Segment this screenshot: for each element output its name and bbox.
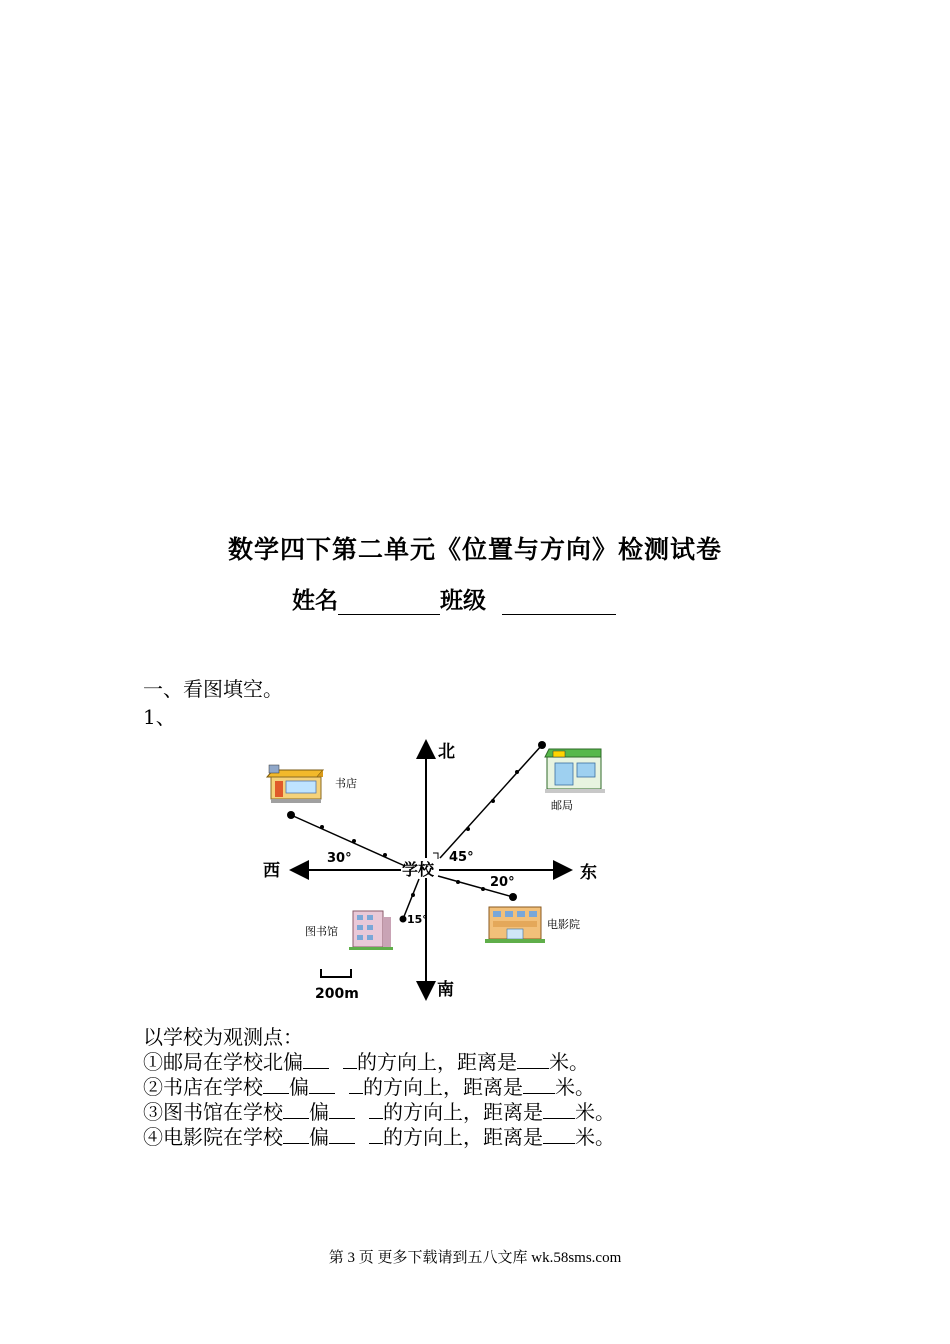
question-4-text-b: 的方向上，距离是 xyxy=(383,1125,543,1149)
question-4-text-a: 电影院在学校 xyxy=(163,1125,283,1149)
library-point xyxy=(400,916,407,923)
postoffice-ray xyxy=(440,745,542,858)
question-3-blank-3[interactable] xyxy=(369,1097,383,1119)
question-3-text-a: 图书馆在学校 xyxy=(163,1100,283,1124)
question-4-blank-1[interactable] xyxy=(283,1122,309,1144)
question-2-number: ② xyxy=(143,1075,163,1099)
bookstore-icon xyxy=(267,765,323,803)
question-3-text-mid: 偏 xyxy=(309,1100,329,1124)
intro-text: 以学校为观测点： xyxy=(143,1025,303,1049)
question-3-blank-1[interactable] xyxy=(283,1097,309,1119)
question-3-blank-2[interactable] xyxy=(329,1097,355,1119)
question-2-blank-2[interactable] xyxy=(309,1072,335,1094)
question-1-blank-1[interactable] xyxy=(303,1047,329,1069)
east-label: 东 xyxy=(580,863,597,883)
west-label: 西 xyxy=(263,861,280,881)
question-number: 1、 xyxy=(143,705,176,729)
south-label: 南 xyxy=(437,980,454,1000)
question-3-text-c: 米。 xyxy=(575,1100,615,1124)
cinema-label: 电影院 xyxy=(547,918,580,931)
question-3-blank-4[interactable] xyxy=(543,1097,575,1119)
question-2-text-mid: 偏 xyxy=(289,1075,309,1099)
name-class-row xyxy=(292,582,616,615)
page-title: 数学四下第二单元《位置与方向》检测试卷 xyxy=(227,535,722,564)
question-1-blank-2[interactable] xyxy=(343,1047,357,1069)
library-icon xyxy=(349,911,393,950)
scale-label: 200m xyxy=(315,986,359,1002)
cinema-icon xyxy=(485,907,545,943)
page-footer: 第 3 页 更多下载请到五八文库 wk.58sms.com xyxy=(328,1250,622,1266)
name-blank[interactable] xyxy=(338,588,440,615)
angle-library: 15° xyxy=(407,913,428,926)
question-4-blank-3[interactable] xyxy=(369,1122,383,1144)
scale-bar xyxy=(321,969,351,977)
postoffice-label: 邮局 xyxy=(551,799,573,812)
question-2-text-b: 的方向上，距离是 xyxy=(363,1075,523,1099)
bookstore-point xyxy=(287,811,295,819)
library-label: 图书馆 xyxy=(305,925,338,938)
question-2-text-c: 米。 xyxy=(555,1075,595,1099)
question-4 xyxy=(143,1121,615,1150)
question-2-blank-1[interactable] xyxy=(263,1072,289,1094)
direction-diagram xyxy=(255,735,625,1005)
question-4-blank-4[interactable] xyxy=(543,1122,575,1144)
question-1-blank-3[interactable] xyxy=(517,1047,549,1069)
question-4-blank-2[interactable] xyxy=(329,1122,355,1144)
question-4-text-mid: 偏 xyxy=(309,1125,329,1149)
angle-cinema: 20° xyxy=(490,875,515,890)
question-3-text-b: 的方向上，距离是 xyxy=(383,1100,543,1124)
question-4-text-c: 米。 xyxy=(575,1125,615,1149)
question-2-blank-4[interactable] xyxy=(523,1072,555,1094)
angle-postoffice: 45° xyxy=(449,850,474,865)
angle-bookstore: 30° xyxy=(327,851,352,866)
question-2-text-a: 书店在学校 xyxy=(163,1075,263,1099)
question-4-number: ④ xyxy=(143,1125,163,1149)
section-heading: 一、看图填空。 xyxy=(143,677,283,701)
question-1-text-a: 邮局在学校北偏 xyxy=(163,1050,303,1074)
question-1-text-c: 米。 xyxy=(549,1050,589,1074)
bookstore-label: 书店 xyxy=(335,777,357,790)
question-2-blank-3[interactable] xyxy=(349,1072,363,1094)
class-blank[interactable] xyxy=(502,588,616,615)
class-label: 班级 xyxy=(440,587,486,614)
question-3-number: ③ xyxy=(143,1100,163,1124)
cinema-point xyxy=(509,893,517,901)
postoffice-point xyxy=(538,741,546,749)
postoffice-icon xyxy=(545,749,605,793)
question-1-number: ① xyxy=(143,1050,163,1074)
north-label: 北 xyxy=(438,742,455,762)
school-label: 学校 xyxy=(402,860,435,879)
name-label: 姓名 xyxy=(292,587,338,614)
question-1-text-b: 的方向上，距离是 xyxy=(357,1050,517,1074)
